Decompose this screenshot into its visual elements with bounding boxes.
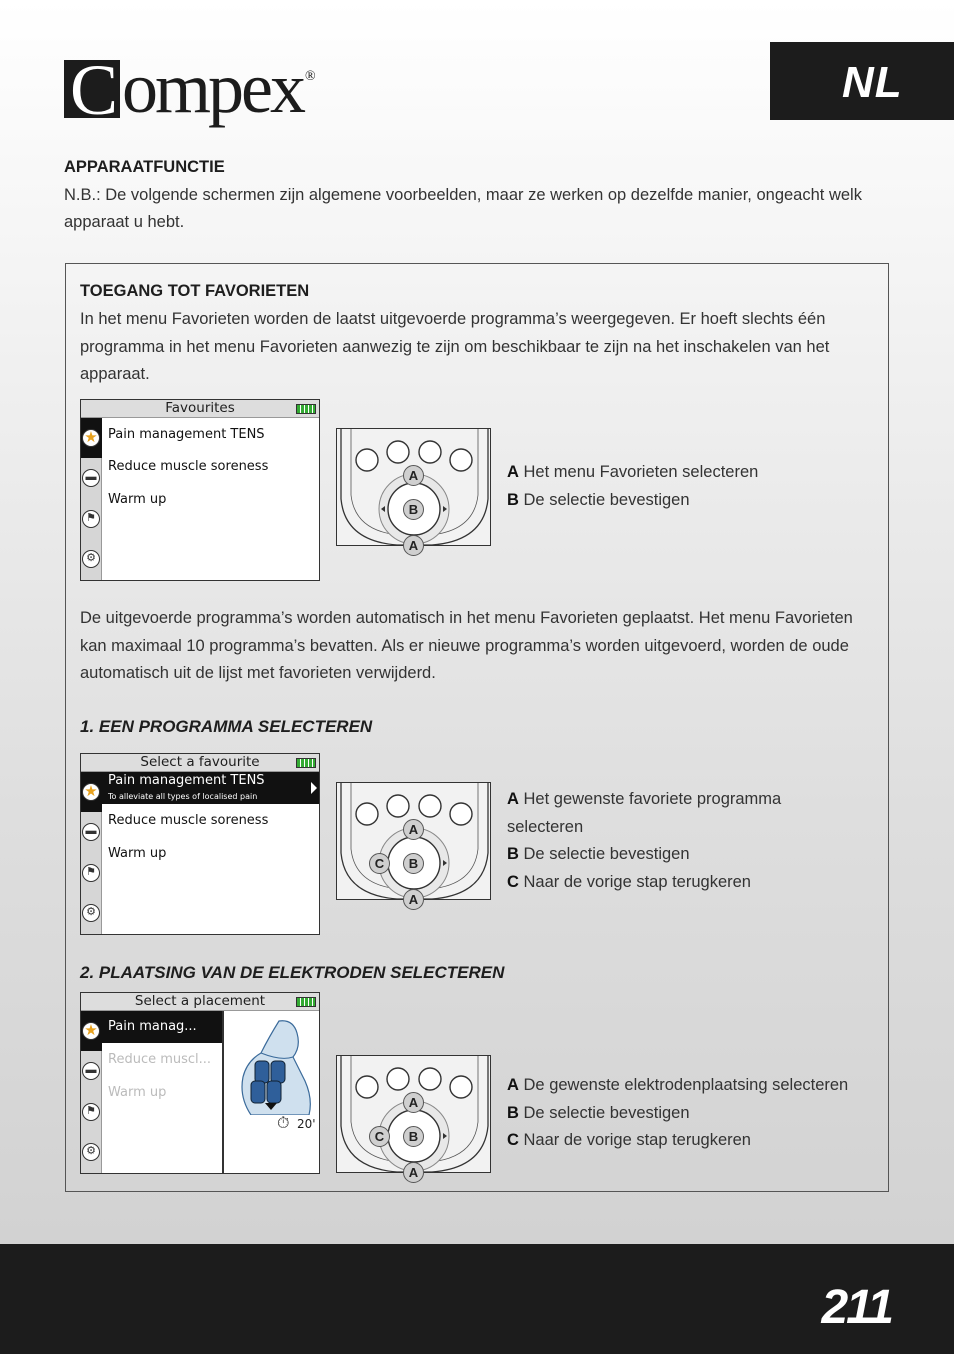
logo-rest-text: ompex (122, 48, 303, 128)
star-icon: ★ (82, 783, 100, 801)
legend-key: A (507, 1076, 519, 1094)
legend-text: De selectie bevestigen (523, 845, 690, 863)
section-title: APPARAATFUNCTIE (64, 158, 225, 176)
favorites-after-text: De uitgevoerde programma’s worden automatisch in het menu Favorieten geplaatst. Het menu Favorieten kan maximaal 10 programma’s bevatten. Als er nieuwe programma’s worden uitgevoerd, worden de oude automatisch uit de lijst met favorieten verwijderd. (80, 609, 853, 682)
electrode-placement-image (231, 1017, 315, 1115)
list-item: Warm up (108, 492, 167, 507)
step1-heading: 1. EEN PROGRAMMA SELECTEREN (80, 717, 373, 736)
page-footer (0, 1244, 954, 1354)
timer-icon: ⏱ (277, 1115, 290, 1132)
list-item: Reduce muscle soreness (108, 813, 269, 828)
legend-key: B (507, 490, 519, 509)
duration-label: 20' (297, 1117, 316, 1131)
callout-b: B (403, 1126, 424, 1147)
step2-screen (80, 992, 320, 1174)
list-item: Reduce muscl... (108, 1052, 212, 1067)
screen-sidebar (81, 772, 102, 934)
legend-text: De gewenste elektrodenplaatsing selecteren (523, 1076, 849, 1094)
settings-icon: ⚙ (82, 904, 100, 922)
step2-legend (507, 1072, 848, 1155)
callout-a-down: A (403, 535, 424, 556)
device-controls-2 (336, 782, 491, 907)
legend-text: Naar de vorige stap terugkeren (523, 1131, 751, 1149)
selected-title: Pain manag... (108, 1019, 197, 1034)
callout-c: C (369, 853, 390, 874)
favorites-screen (80, 399, 320, 581)
language-tab (770, 42, 954, 120)
logo-wordmark (122, 48, 313, 128)
legend-text: De selectie bevestigen (523, 490, 690, 509)
callout-a-down: A (403, 1162, 424, 1183)
battery-icon (296, 758, 316, 768)
legend-text: Het gewenste favoriete programma (523, 790, 782, 808)
legend-line (507, 459, 758, 487)
screen-title-bar (81, 754, 319, 772)
legend-text: selecteren (507, 817, 584, 836)
screen-title-bar (81, 993, 319, 1011)
screen-sidebar (81, 418, 102, 580)
legend-line (507, 869, 781, 897)
screen-sidebar (81, 1011, 102, 1173)
legend-key: A (507, 790, 519, 808)
legend-key: C (507, 1131, 519, 1149)
legend-text: Naar de vorige stap terugkeren (523, 872, 751, 891)
panel-divider (222, 1011, 224, 1173)
legend-line (507, 1072, 848, 1100)
callout-a-up: A (403, 465, 424, 486)
callout-a-up: A (403, 1092, 424, 1113)
page-number: 211 (821, 1281, 892, 1334)
legend-line (507, 1127, 848, 1155)
settings-icon: ⚙ (82, 550, 100, 568)
screen-title: Favourites (165, 400, 235, 416)
legend-line (507, 786, 781, 814)
screen-title: Select a favourite (140, 754, 260, 770)
legend-key: A (507, 463, 519, 481)
language-label: NL (842, 58, 903, 107)
legend-key: B (507, 1103, 519, 1122)
screen-title: Select a placement (134, 993, 266, 1009)
step1-screen (80, 753, 320, 935)
callout-b: B (403, 853, 424, 874)
logo-first-letter: C (70, 50, 119, 130)
legend-key: C (507, 872, 519, 891)
list-item: Warm up (108, 1085, 167, 1100)
selected-title: Pain management TENS (108, 773, 265, 788)
callout-c: C (369, 1126, 390, 1147)
favorites-legend (507, 459, 758, 514)
step1-legend (507, 786, 781, 896)
flag-icon: ⚑ (82, 1103, 100, 1121)
folder-icon: ▬ (82, 1062, 100, 1080)
legend-line (507, 814, 781, 842)
battery-icon (296, 997, 316, 1007)
list-item: Warm up (108, 846, 167, 861)
chevron-down-icon (265, 1103, 277, 1110)
intro-text: N.B.: De volgende schermen zijn algemene voorbeelden, maar ze werken op dezelfde manier, ongeacht welk apparaat u hebt. (64, 186, 862, 231)
folder-icon: ▬ (82, 823, 100, 841)
callout-b: B (403, 499, 424, 520)
star-icon: ★ (82, 1022, 100, 1040)
legend-text: De selectie bevestigen (523, 1103, 690, 1122)
registered-mark: ® (304, 69, 313, 84)
folder-icon: ▬ (82, 469, 100, 487)
device-controls-3 (336, 1055, 491, 1180)
step2-heading: 2. PLAATSING VAN DE ELEKTRODEN SELECTEREN (80, 963, 505, 982)
selected-subtitle: To alleviate all types of localised pain (108, 792, 258, 801)
compex-logo (64, 46, 313, 130)
battery-icon (296, 404, 316, 414)
favorites-text: In het menu Favorieten worden de laatst uitgevoerde programma’s weergegeven. Er hoeft slechts één programma in het menu Favorieten aanwezig te zijn om beschikbaar te zijn na het inschakelen van het apparaat. (80, 310, 830, 383)
settings-icon: ⚙ (82, 1143, 100, 1161)
legend-key: B (507, 845, 519, 863)
list-item: Reduce muscle soreness (108, 459, 269, 474)
flag-icon: ⚑ (82, 510, 100, 528)
star-icon: ★ (82, 429, 100, 447)
legend-text: Het menu Favorieten selecteren (523, 463, 759, 481)
callout-a-down: A (403, 889, 424, 910)
favorites-heading: TOEGANG TOT FAVORIETEN (80, 282, 310, 300)
chevron-right-icon (311, 782, 317, 794)
flag-icon: ⚑ (82, 864, 100, 882)
list-item: Pain management TENS (108, 427, 265, 442)
logo-letter-box (64, 50, 120, 130)
callout-a-up: A (403, 819, 424, 840)
device-controls-1 (336, 428, 491, 553)
legend-line (507, 487, 758, 515)
legend-line (507, 1100, 848, 1128)
screen-title-bar (81, 400, 319, 418)
legend-line (507, 841, 781, 869)
